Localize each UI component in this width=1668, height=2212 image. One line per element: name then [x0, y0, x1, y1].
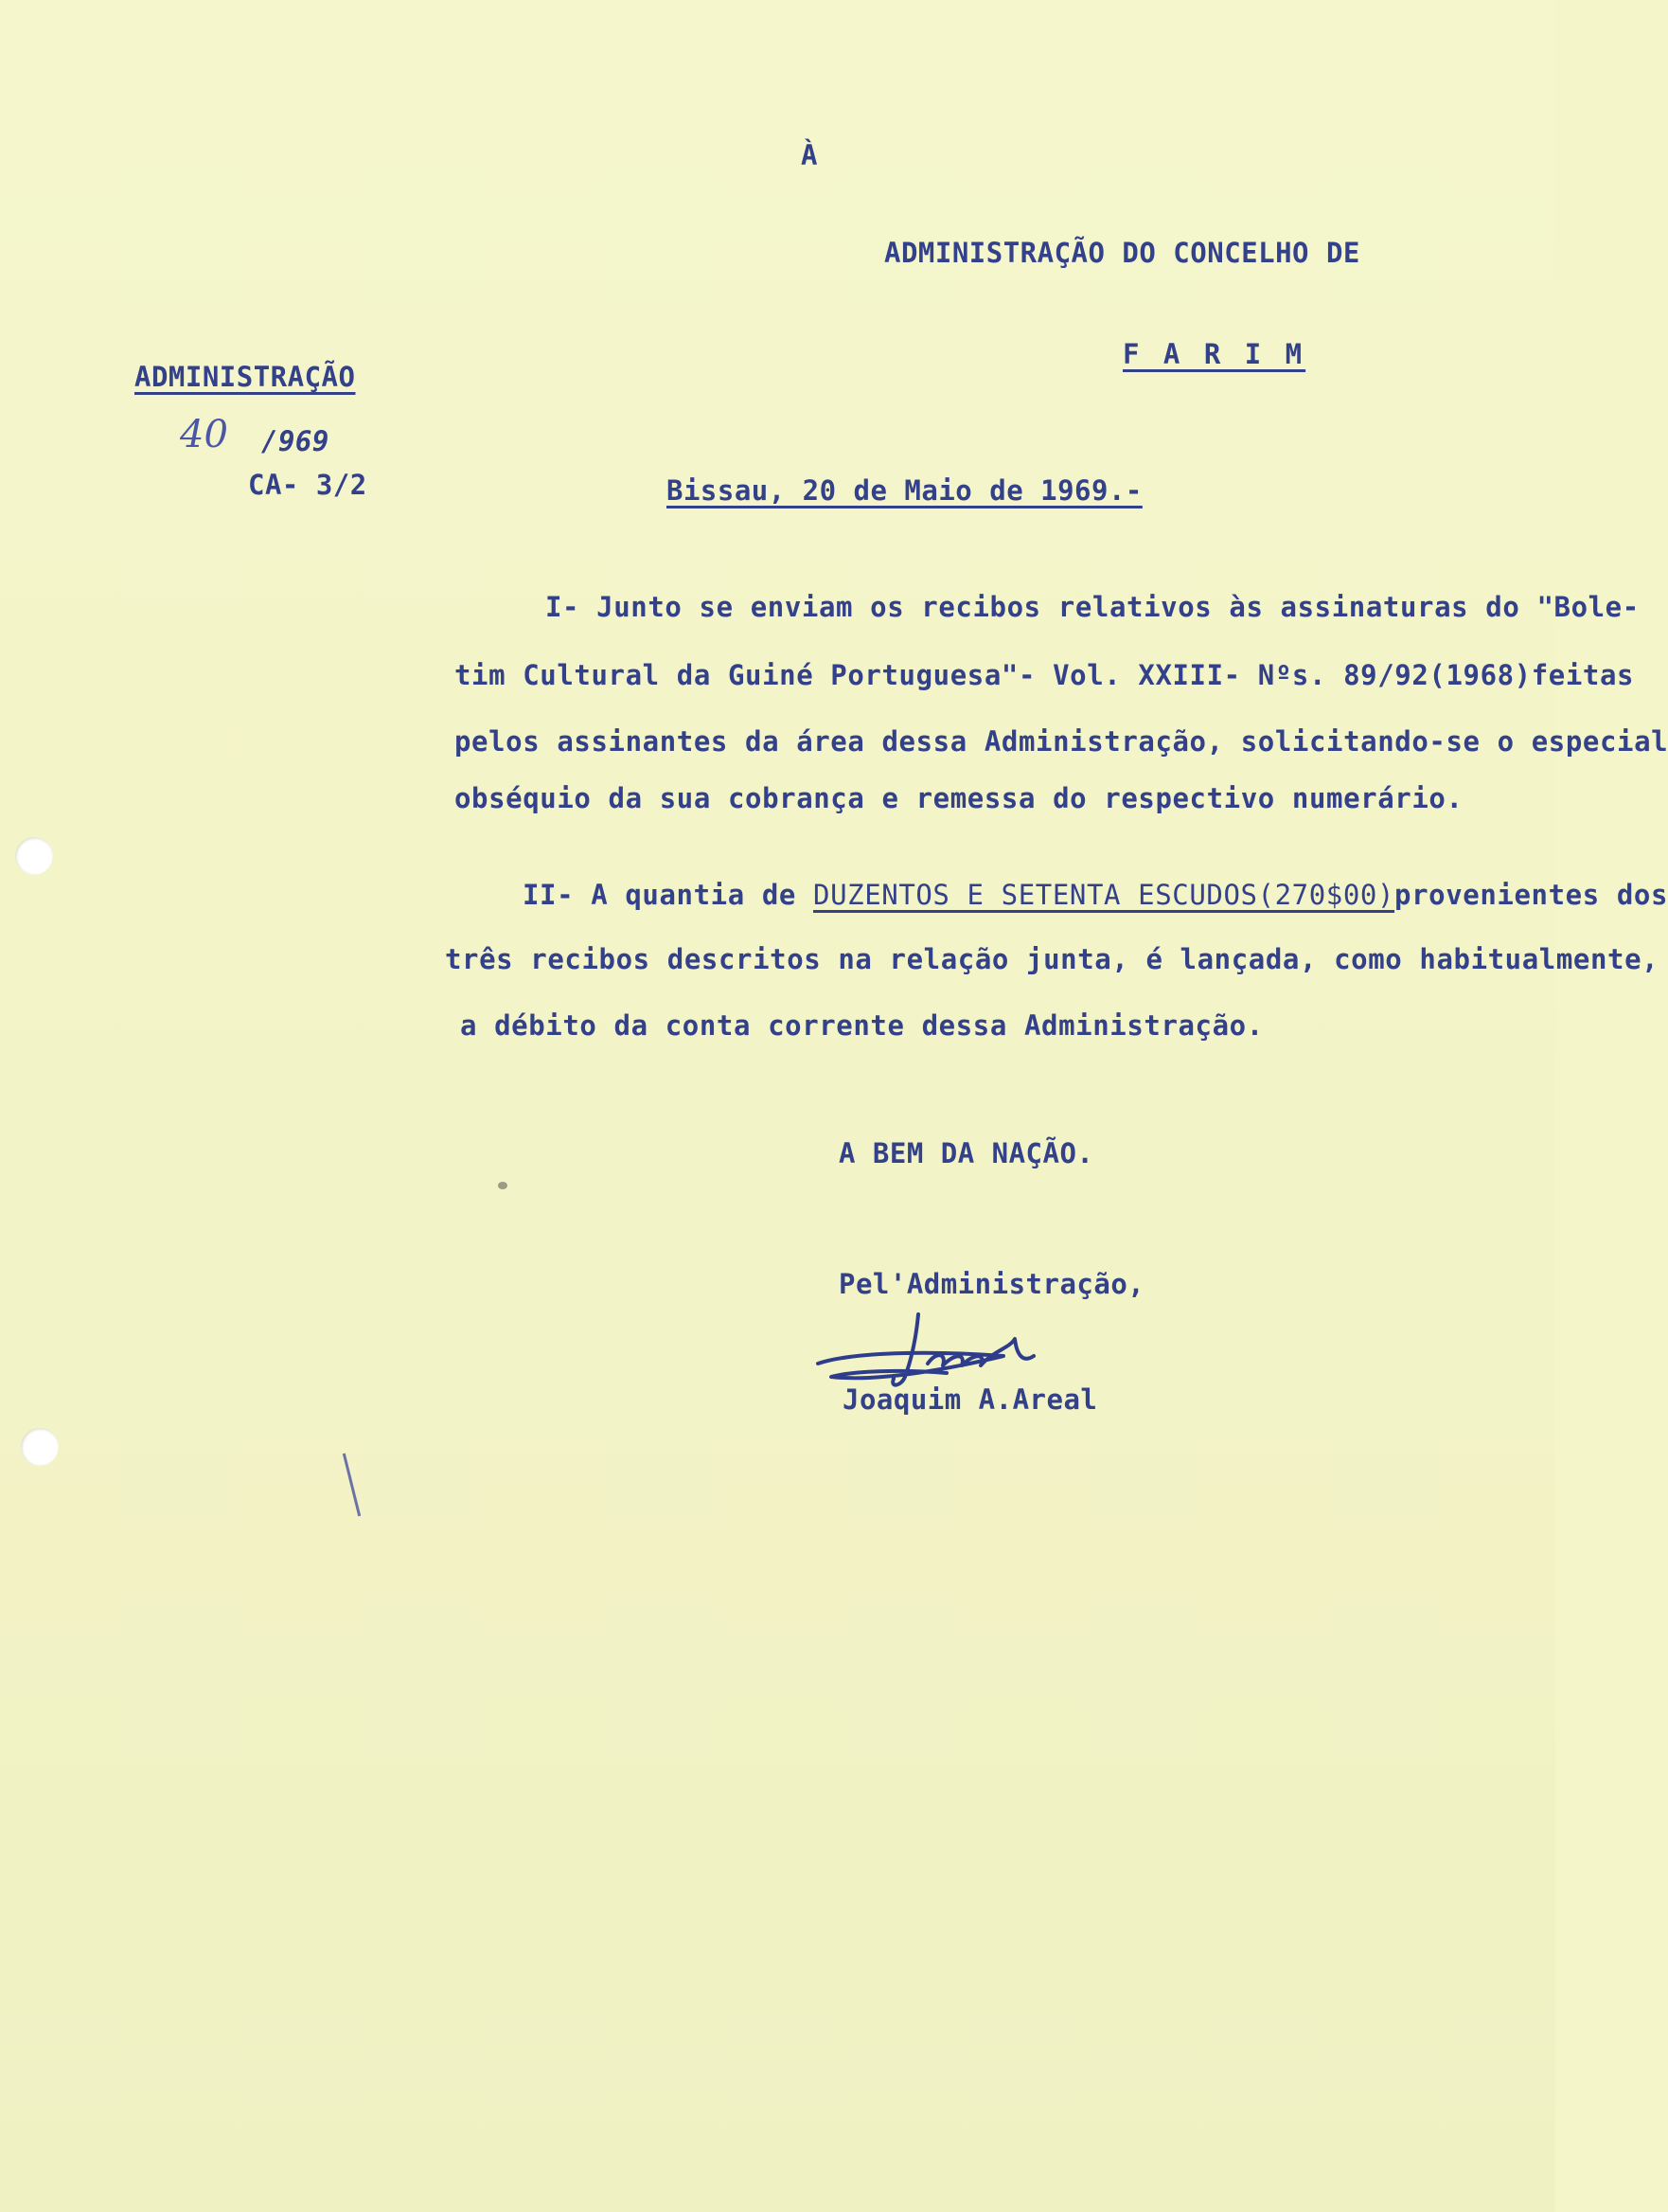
handwritten-reference-number: 40 [180, 413, 228, 456]
paper-speck [498, 1182, 507, 1189]
signer-name: Joaquim A.Areal [843, 1383, 1098, 1416]
paragraph-1-line: pelos assinantes da área dessa Administração, solicitando-se o especial [454, 725, 1668, 758]
paragraph-2-line: três recibos descritos na relação junta, é lançada, como habitualmente, [445, 943, 1659, 975]
recipient-place: F A R I M [1123, 338, 1306, 370]
punch-hole-bottom [21, 1428, 59, 1466]
recipient-office: ADMINISTRAÇÃO DO CONCELHO DE [884, 237, 1360, 269]
paragraph-1-line: obséquio da sua cobrança e remessa do respectivo numerário. [454, 782, 1464, 814]
paragraph-1-line: tim Cultural da Guiné Portuguesa"- Vol. XXIII- Nºs. 89/92(1968)feitas [454, 659, 1635, 691]
paragraph-1-line: I- Junto se enviam os recibos relativos às assinaturas do "Bole- [545, 591, 1640, 623]
paragraph-2-prefix: II- A quantia de [523, 879, 814, 911]
paragraph-2-first-line [523, 879, 1668, 911]
per-administration: Pel'Administração, [839, 1268, 1145, 1300]
closing-salutation: A BEM DA NAÇÃO. [839, 1137, 1094, 1169]
paragraph-2-suffix: provenientes dos [1394, 879, 1668, 911]
sender-office: ADMINISTRAÇÃO [134, 361, 356, 393]
addressee-prefix: À [801, 139, 818, 171]
reference-year: /969 [261, 425, 329, 457]
paragraph-2-line: a débito da conta corrente dessa Administração. [460, 1009, 1264, 1042]
reference-code: CA- 3/2 [248, 469, 367, 501]
date-line: Bissau, 20 de Maio de 1969.- [666, 474, 1143, 507]
punch-hole-top [15, 837, 53, 875]
amount-in-words: DUZENTOS E SETENTA ESCUDOS(270$00) [813, 879, 1395, 911]
